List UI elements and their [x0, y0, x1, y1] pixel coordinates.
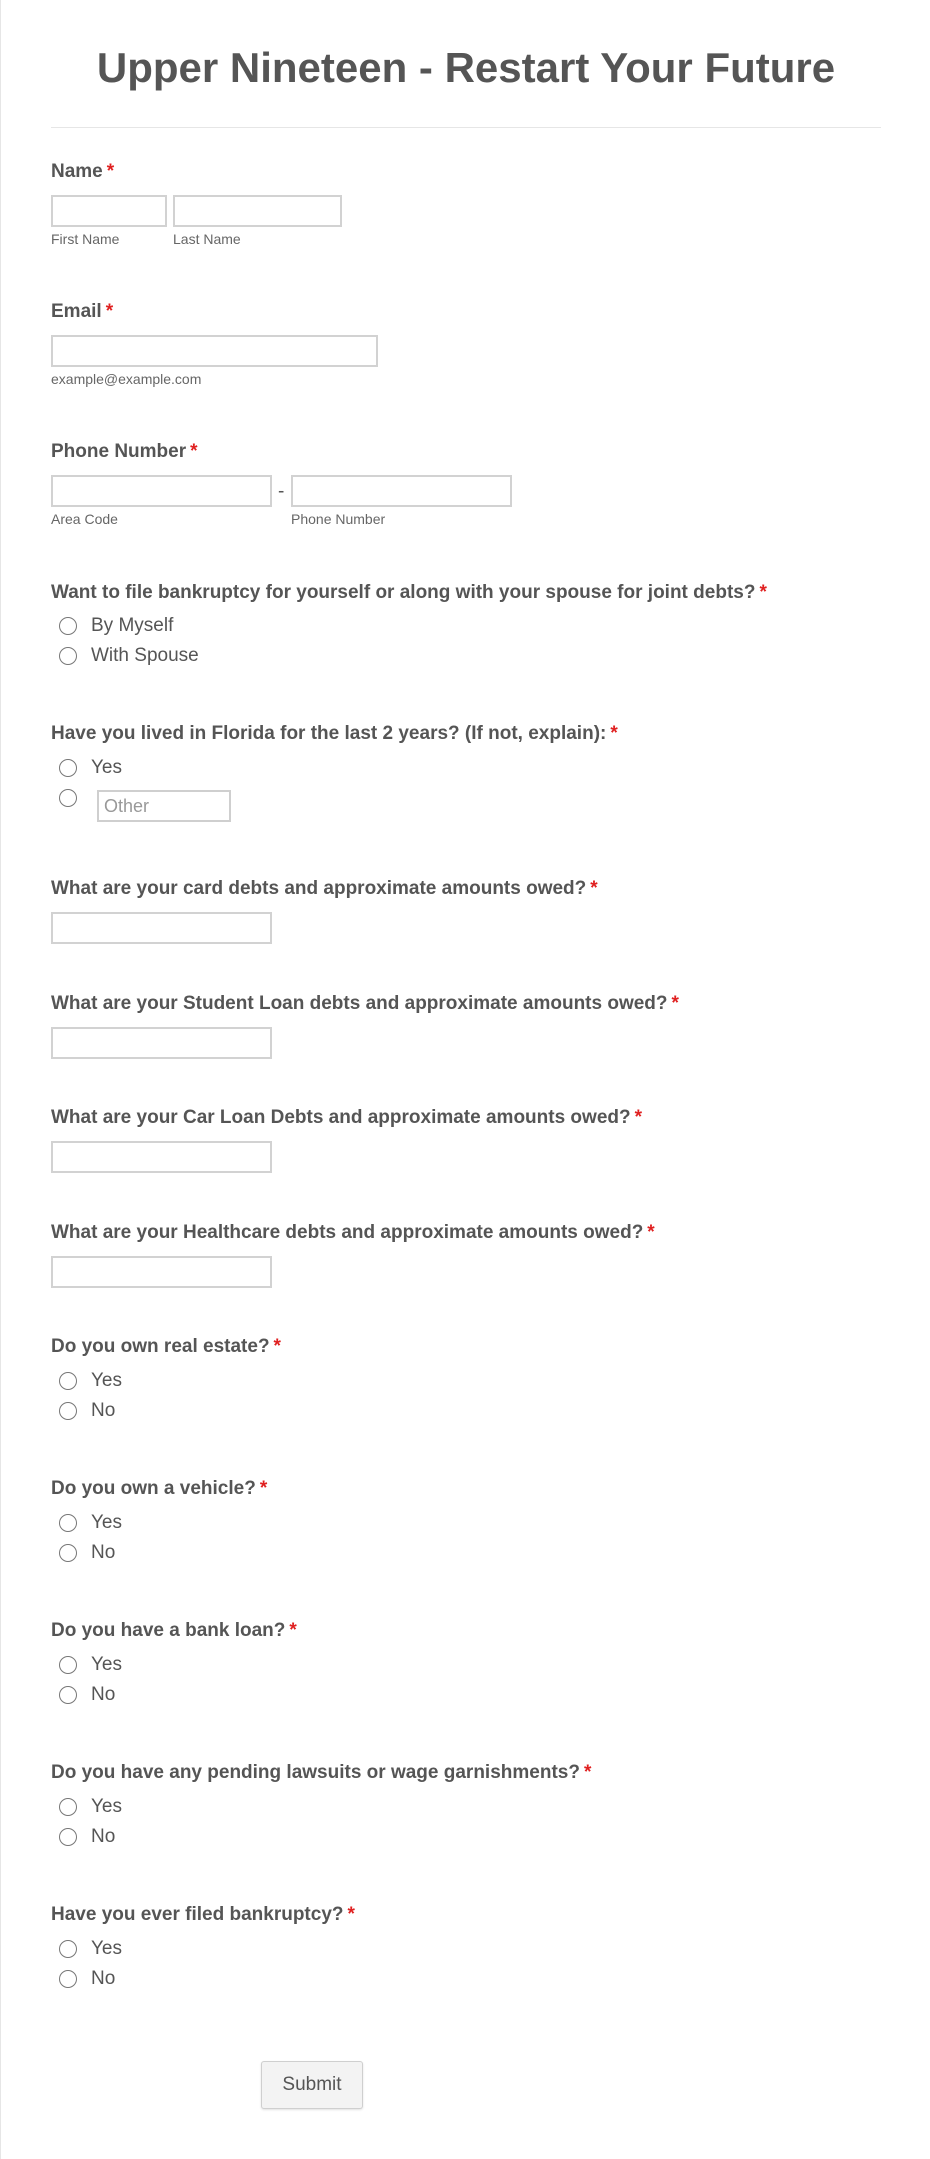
form-title: Upper Nineteen - Restart Your Future — [96, 44, 836, 91]
required-asterisk: * — [759, 582, 767, 603]
first-name-input[interactable] — [51, 195, 167, 227]
last-name-input[interactable] — [173, 195, 342, 227]
option-no[interactable] — [59, 1967, 115, 1991]
option-with-spouse[interactable] — [59, 644, 199, 668]
radio-button[interactable] — [59, 1686, 77, 1704]
required-asterisk: * — [289, 1620, 297, 1641]
real-estate-question-text: Do you own real estate? — [51, 1336, 270, 1357]
required-asterisk: * — [583, 1762, 592, 1783]
florida-question-text: Have you lived in Florida for the last 2 years? (If not, explain): — [51, 723, 607, 744]
card-debts-question-text: What are your card debts and approximate amounts owed? — [51, 878, 587, 899]
option-label: With Spouse — [91, 645, 199, 666]
option-label: Yes — [91, 1654, 122, 1675]
option-label: Yes — [91, 757, 122, 778]
option-yes[interactable] — [59, 1511, 122, 1535]
radio-button[interactable] — [59, 1402, 77, 1420]
phone-separator: - — [278, 481, 285, 502]
car-loans-input[interactable] — [51, 1141, 272, 1173]
email-sublabel: example@example.com — [51, 371, 202, 387]
radio-button[interactable] — [59, 1798, 77, 1816]
radio-button[interactable] — [59, 1940, 77, 1958]
phone-number-sublabel: Phone Number — [291, 511, 386, 527]
other-text-input[interactable]: Other — [97, 790, 231, 822]
option-label: No — [91, 1684, 116, 1705]
option-no[interactable] — [59, 1399, 115, 1423]
vehicle-question — [51, 1478, 267, 1500]
radio-button[interactable] — [59, 1828, 77, 1846]
lawsuits-question — [51, 1762, 591, 1784]
required-asterisk: * — [634, 1107, 642, 1128]
radio-button[interactable] — [59, 1656, 77, 1674]
student-loans-input[interactable] — [51, 1027, 272, 1059]
healthcare-input[interactable] — [51, 1256, 272, 1288]
first-name-sublabel: First Name — [51, 231, 120, 247]
option-yes[interactable] — [59, 1653, 122, 1677]
option-label: No — [91, 1400, 116, 1421]
vehicle-question-text: Do you own a vehicle? — [51, 1478, 256, 1499]
card-debts-question — [51, 878, 598, 900]
filed-before-question — [51, 1904, 355, 1926]
option-label: No — [91, 1542, 116, 1563]
car-loans-question — [51, 1107, 642, 1129]
required-asterisk: * — [106, 161, 115, 182]
lawsuits-question-text: Do you have any pending lawsuits or wage garnishments? — [51, 1762, 580, 1783]
real-estate-question — [51, 1336, 281, 1358]
healthcare-question-text: What are your Healthcare debts and approximate amounts owed? — [51, 1222, 644, 1243]
email-label-text: Email — [51, 301, 102, 322]
option-yes[interactable] — [59, 1795, 122, 1819]
phone-label-text: Phone Number — [51, 441, 187, 462]
last-name-sublabel: Last Name — [173, 231, 241, 247]
email-label — [51, 301, 113, 323]
required-asterisk: * — [105, 301, 114, 322]
area-code-sublabel: Area Code — [51, 511, 118, 527]
bank-loan-question — [51, 1620, 297, 1642]
radio-button[interactable] — [59, 759, 77, 777]
required-asterisk: * — [590, 878, 598, 899]
name-label-text: Name — [51, 161, 103, 182]
radio-button[interactable] — [59, 1544, 77, 1562]
radio-button[interactable] — [59, 1514, 77, 1532]
radio-button[interactable] — [59, 1970, 77, 1988]
name-label — [51, 161, 114, 183]
filing-question — [51, 582, 767, 604]
option-label: Yes — [91, 1938, 122, 1959]
required-asterisk: * — [259, 1478, 268, 1499]
option-label: Yes — [91, 1512, 122, 1533]
radio-button[interactable] — [59, 647, 77, 665]
option-no[interactable] — [59, 1825, 115, 1849]
filing-question-text: Want to file bankruptcy for yourself or along with your spouse for joint debts? — [51, 582, 756, 603]
option-label: No — [91, 1968, 116, 1989]
title-divider — [51, 127, 881, 128]
submit-button[interactable]: Submit — [261, 2061, 363, 2109]
option-label: Yes — [91, 1796, 122, 1817]
required-asterisk: * — [273, 1336, 281, 1357]
phone-label — [51, 441, 198, 463]
student-loans-question-text: What are your Student Loan debts and approximate amounts owed? — [51, 993, 668, 1014]
radio-button[interactable] — [59, 789, 77, 807]
florida-question — [51, 723, 618, 745]
option-yes[interactable] — [59, 1369, 122, 1393]
area-code-input[interactable] — [51, 475, 272, 507]
phone-number-input[interactable] — [291, 475, 512, 507]
bank-loan-question-text: Do you have a bank loan? — [51, 1620, 286, 1641]
healthcare-question — [51, 1222, 655, 1244]
option-label: No — [91, 1826, 116, 1847]
email-input[interactable] — [51, 335, 378, 367]
required-asterisk: * — [190, 441, 198, 462]
option-other[interactable] — [59, 786, 77, 810]
option-yes[interactable] — [59, 1937, 122, 1961]
required-asterisk: * — [671, 993, 679, 1014]
student-loans-question — [51, 993, 679, 1015]
option-label: By Myself — [91, 615, 174, 636]
required-asterisk: * — [647, 1222, 655, 1243]
required-asterisk: * — [610, 723, 618, 744]
filed-before-question-text: Have you ever filed bankruptcy? — [51, 1904, 344, 1925]
radio-button[interactable] — [59, 617, 77, 635]
card-debts-input[interactable] — [51, 912, 272, 944]
radio-button[interactable] — [59, 1372, 77, 1390]
option-by-myself[interactable] — [59, 614, 173, 638]
option-no[interactable] — [59, 1683, 115, 1707]
option-yes[interactable] — [59, 756, 122, 780]
option-no[interactable] — [59, 1541, 115, 1565]
required-asterisk: * — [347, 1904, 355, 1925]
car-loans-question-text: What are your Car Loan Debts and approximate amounts owed? — [51, 1107, 631, 1128]
option-label: Yes — [91, 1370, 122, 1391]
